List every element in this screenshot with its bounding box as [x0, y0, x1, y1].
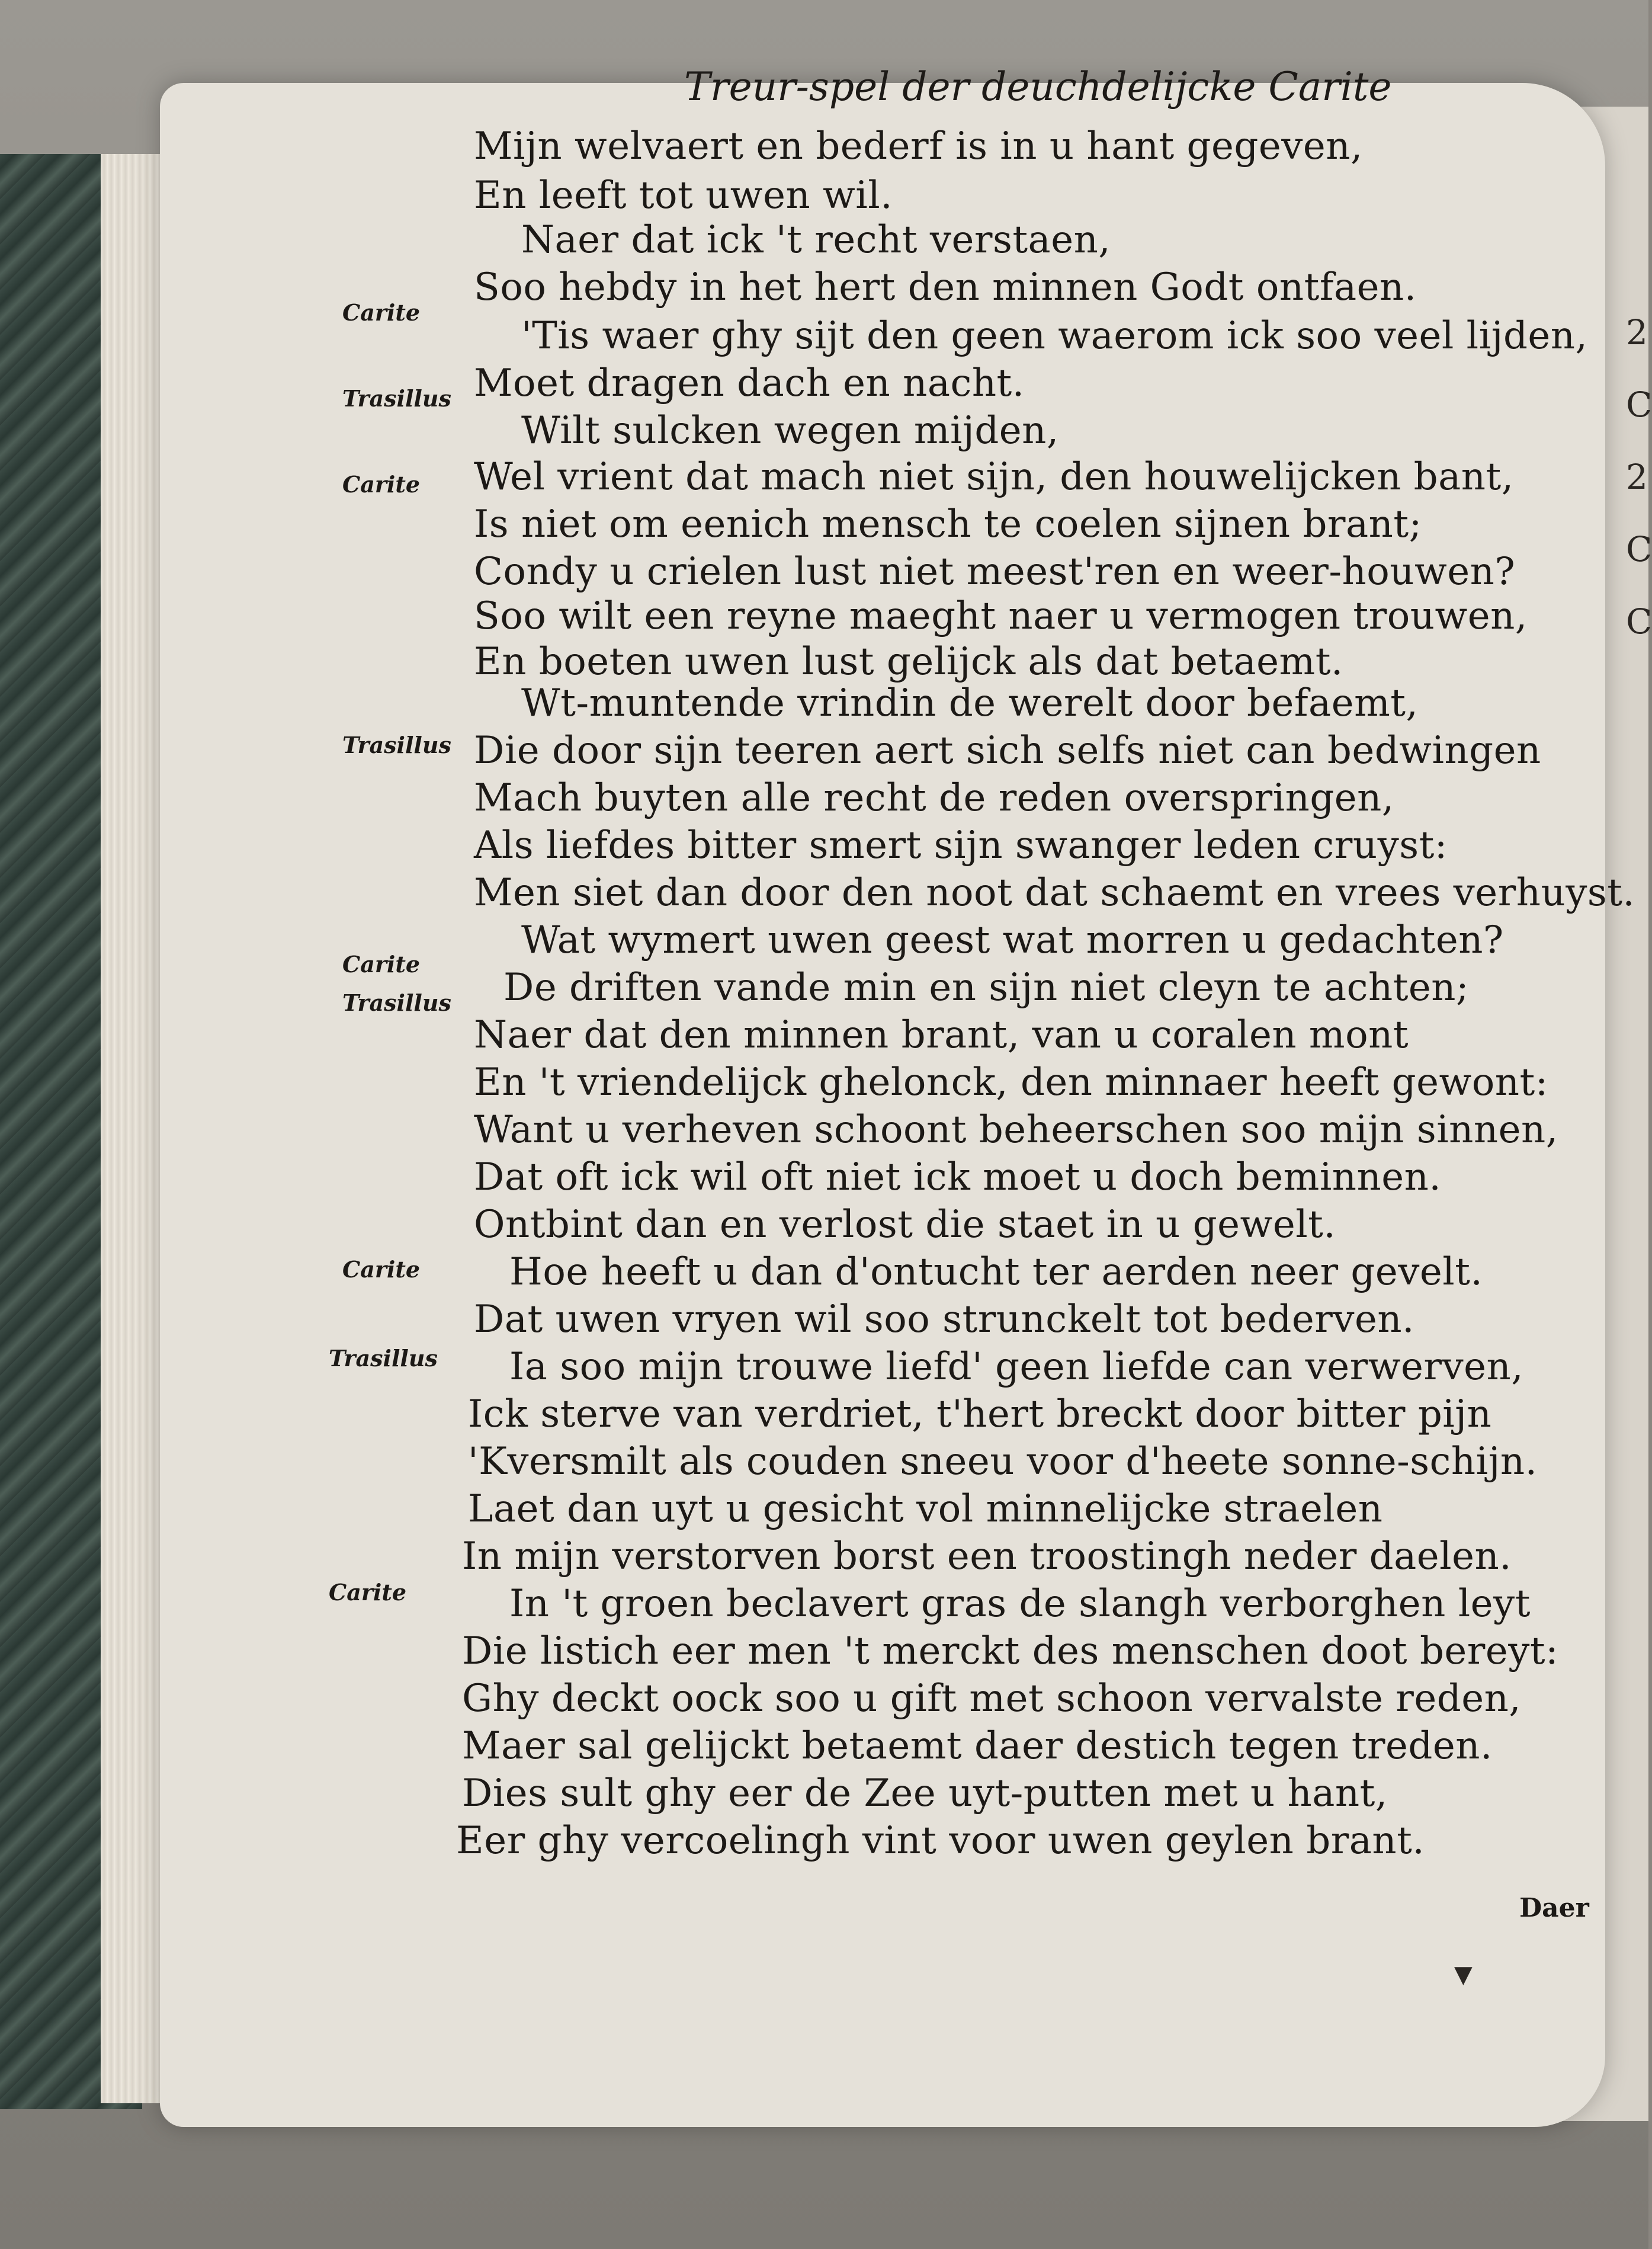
- verse-line: Men siet dan door den noot dat schaemt en vrees verhuyst.: [474, 871, 1635, 915]
- verse-line: Soo wilt een reyne maeght naer u vermogen trouwen,: [474, 594, 1528, 638]
- verse-line: Soo hebdy in het hert den minnen Godt ontfaen.: [474, 265, 1417, 309]
- verse-line: Dies sult ghy eer de Zee uyt-putten met u hant,: [462, 1771, 1388, 1815]
- catchword: Daer: [1519, 1893, 1589, 1923]
- verse-line: Wat wymert uwen geest wat morren u gedachten?: [521, 918, 1504, 962]
- verse-line: Naer dat ick 't recht verstaen,: [521, 218, 1111, 262]
- ornament-icon: ▼: [1454, 1961, 1473, 1988]
- speaker-label: Trasillus: [342, 732, 451, 758]
- verse-line: Ghy deckt oock soo u gift met schoon vervalste reden,: [462, 1677, 1522, 1721]
- verse-line: Wilt sulcken wegen mijden,: [521, 409, 1059, 453]
- verse-line: En boeten uwen lust gelijck als dat betaemt.: [474, 640, 1343, 684]
- facing-page-fragment: C: [1626, 529, 1652, 569]
- verse-line: Moet dragen dach en nacht.: [474, 361, 1025, 405]
- verse-line: Wel vrient dat mach niet sijn, den houwelijcken bant,: [474, 455, 1514, 499]
- verse-line: 'Tis waer ghy sijt den geen waerom ick soo veel lijden,: [521, 314, 1588, 358]
- speaker-label: Trasillus: [342, 989, 451, 1016]
- verse-line: Hoe heeft u dan d'ontucht ter aerden neer gevelt.: [509, 1250, 1483, 1294]
- verse-line: Wt-muntende vrindin de werelt door befaemt,: [521, 681, 1419, 725]
- running-header: Treur-spel der deuchdelijcke Carite: [684, 64, 1392, 110]
- verse-line: Mijn welvaert en bederf is in u hant gegeven,: [474, 124, 1363, 168]
- verse-line: Die door sijn teeren aert sich selfs niet can bedwingen: [474, 729, 1541, 773]
- speaker-label: Carite: [342, 471, 421, 498]
- verse-line: In mijn verstorven borst een troostingh neder daelen.: [462, 1534, 1512, 1578]
- speaker-label: Carite: [342, 1256, 421, 1283]
- verse-line: Die listich eer men 't merckt des menschen doot bereyt:: [462, 1629, 1559, 1673]
- verse-line: De driften vande min en sijn niet cleyn te achten;: [503, 966, 1470, 1010]
- facing-page-fragment: C: [1626, 385, 1652, 425]
- verse-line: In 't groen beclavert gras de slangh verborghen leyt: [509, 1582, 1531, 1626]
- speaker-label: Carite: [342, 951, 421, 978]
- facing-page-fragment: 2: [1626, 457, 1648, 497]
- verse-line: Ontbint dan en verlost die staet in u gewelt.: [474, 1203, 1336, 1247]
- verse-line: Eer ghy vercoelingh vint voor uwen geylen brant.: [456, 1819, 1425, 1863]
- speaker-label: Trasillus: [342, 385, 451, 412]
- speaker-label: Carite: [342, 299, 421, 326]
- speaker-label: Carite: [329, 1579, 407, 1606]
- verse-line: Als liefdes bitter smert sijn swanger leden cruyst:: [474, 824, 1448, 867]
- verse-line: En 't vriendelijck ghelonck, den minnaer heeft gewont:: [474, 1061, 1548, 1104]
- facing-page-fragment: 2: [1626, 312, 1648, 353]
- facing-page-text: [1626, 296, 1652, 658]
- verse-line: Is niet om eenich mensch te coelen sijnen brant;: [474, 502, 1422, 546]
- speaker-label: Trasillus: [329, 1345, 438, 1372]
- verse-line: Naer dat den minnen brant, van u coralen mont: [474, 1013, 1409, 1057]
- verse-line: Mach buyten alle recht de reden overspringen,: [474, 776, 1394, 820]
- verse-line: Dat uwen vryen wil soo strunckelt tot bederven.: [474, 1298, 1414, 1341]
- verse-line: Maer sal gelijckt betaemt daer destich tegen treden.: [462, 1724, 1493, 1768]
- verse-line: Condy u crielen lust niet meest'ren en weer-houwen?: [474, 550, 1516, 594]
- facing-page-fragment: C: [1626, 601, 1652, 642]
- verse-line: Ick sterve van verdriet, t'hert breckt door bitter pijn: [468, 1392, 1492, 1436]
- verse-line: En leeft tot uwen wil.: [474, 174, 893, 217]
- verse-line: 'Kversmilt als couden sneeu voor d'heete sonne-schijn.: [468, 1440, 1538, 1484]
- verse-line: Want u verheven schoont beheerschen soo mijn sinnen,: [474, 1108, 1558, 1152]
- verse-line: Laet dan uyt u gesicht vol minnelijcke straelen: [468, 1487, 1383, 1531]
- verse-line: Dat oft ick wil oft niet ick moet u doch beminnen.: [474, 1155, 1442, 1199]
- verse-line: Ia soo mijn trouwe liefd' geen liefde can verwerven,: [509, 1345, 1524, 1389]
